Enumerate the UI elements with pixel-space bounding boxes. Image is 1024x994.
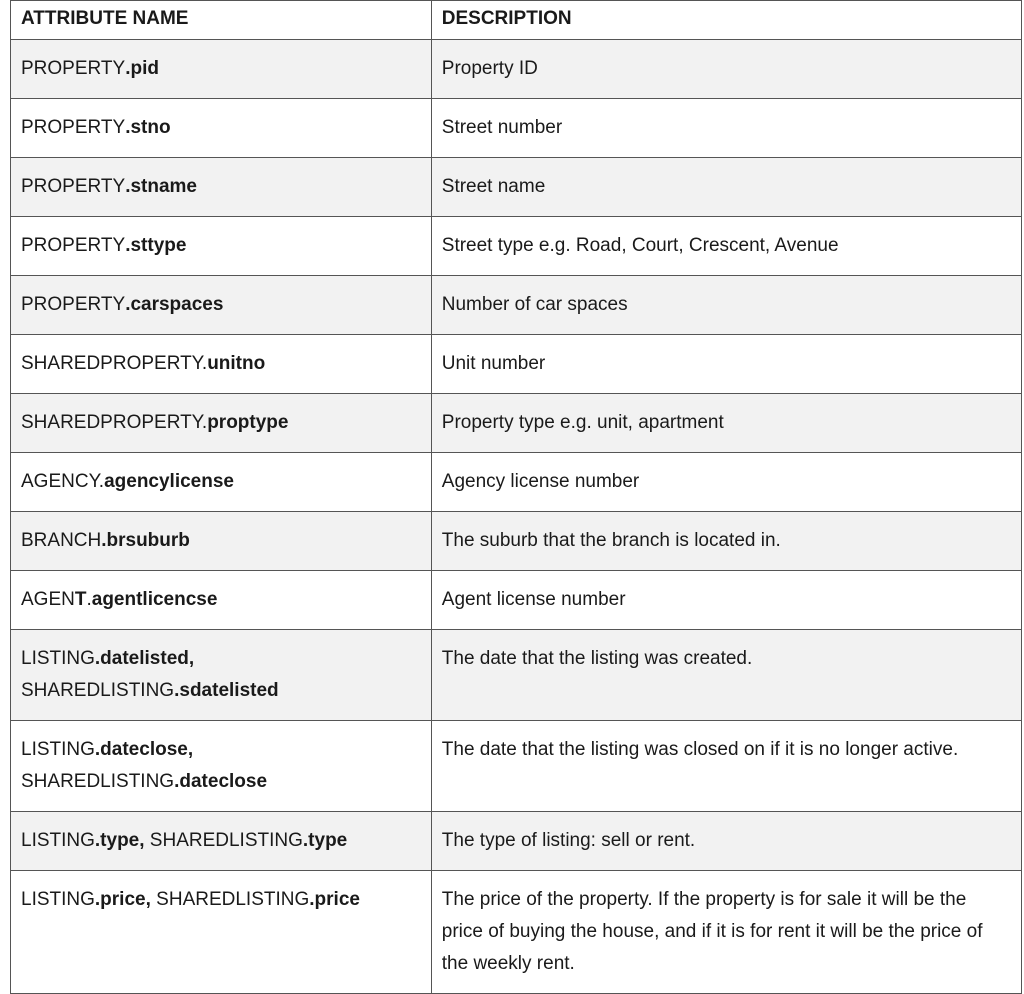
- attribute-name-cell: [11, 276, 432, 335]
- attribute-entity-part: PROPERTY: [21, 235, 126, 256]
- attribute-entity-part: SHAREDLISTING: [21, 771, 175, 792]
- attribute-field-part: .datelisted,: [94, 648, 195, 669]
- attribute-field-part: .sdatelisted: [174, 680, 279, 701]
- table-row: [11, 158, 1022, 217]
- table-row: [11, 99, 1022, 158]
- description-cell: Street number: [431, 99, 1021, 158]
- attribute-field-part: .sttype: [125, 235, 187, 256]
- table-row: [11, 453, 1022, 512]
- table-row: [11, 871, 1022, 994]
- description-cell: Property ID: [431, 40, 1021, 99]
- attribute-name-cell: [11, 571, 432, 630]
- attribute-name-cell: [11, 335, 432, 394]
- attribute-entity-part: SHAREDLISTING: [144, 830, 303, 851]
- attribute-field-part: agencylicense: [104, 471, 234, 492]
- description-cell: Unit number: [431, 335, 1021, 394]
- attribute-field-part: .type,: [94, 830, 145, 851]
- attribute-field-part: proptype: [207, 412, 289, 433]
- description-cell: The price of the property. If the property is for sale it will be the price of buying the house, and if it is for rent it will be the price of the weekly rent.: [431, 871, 1021, 994]
- attribute-field-part: .dateclose,: [94, 739, 194, 760]
- attribute-name-cell: [11, 453, 432, 512]
- attribute-field-part: .price,: [94, 889, 151, 910]
- attribute-table: [10, 0, 1022, 994]
- attribute-entity-part: LISTING: [21, 648, 95, 669]
- attribute-name-cell: [11, 394, 432, 453]
- table-row: [11, 571, 1022, 630]
- attribute-entity-part: .: [86, 589, 92, 610]
- attribute-entity-part: PROPERTY: [21, 58, 126, 79]
- attribute-field-part: T: [74, 589, 87, 610]
- table-row: [11, 721, 1022, 812]
- description-cell: Agency license number: [431, 453, 1021, 512]
- description-cell: Property type e.g. unit, apartment: [431, 394, 1021, 453]
- attribute-name-cell: [11, 812, 432, 871]
- attribute-field-part: .dateclose: [174, 771, 268, 792]
- attribute-entity-part: PROPERTY: [21, 117, 126, 138]
- description-cell: The type of listing: sell or rent.: [431, 812, 1021, 871]
- attribute-name-cell: [11, 217, 432, 276]
- table-body: [11, 40, 1022, 994]
- attribute-field-part: unitno: [207, 353, 266, 374]
- description-cell: Street type e.g. Road, Court, Crescent, Avenue: [431, 217, 1021, 276]
- attribute-field-part: .price: [309, 889, 360, 910]
- table-row: [11, 335, 1022, 394]
- description-cell: The date that the listing was closed on if it is no longer active.: [431, 721, 1021, 812]
- table-row: [11, 630, 1022, 721]
- attribute-entity-part: LISTING: [21, 889, 95, 910]
- table-row: [11, 276, 1022, 335]
- attribute-name-cell: [11, 721, 432, 812]
- table-row: [11, 394, 1022, 453]
- description-cell: Number of car spaces: [431, 276, 1021, 335]
- description-cell: Street name: [431, 158, 1021, 217]
- attribute-name-cell: [11, 99, 432, 158]
- attribute-entity-part: LISTING: [21, 739, 95, 760]
- attribute-field-part: .type: [302, 830, 348, 851]
- attribute-field-part: agentlicencse: [91, 589, 218, 610]
- attribute-field-part: .carspaces: [125, 294, 224, 315]
- attribute-entity-part: SHAREDLISTING: [21, 680, 175, 701]
- attribute-field-part: .brsuburb: [101, 530, 190, 551]
- attribute-name-cell: [11, 512, 432, 571]
- table-row: [11, 812, 1022, 871]
- attribute-entity-part: AGENCY.: [21, 471, 105, 492]
- attribute-entity-part: AGEN: [21, 589, 75, 610]
- attribute-field-part: .stno: [125, 117, 171, 138]
- table-row: [11, 40, 1022, 99]
- table-header-row: [11, 1, 1022, 40]
- attribute-name-cell: [11, 158, 432, 217]
- attribute-name-cell: [11, 630, 432, 721]
- attribute-entity-part: PROPERTY: [21, 176, 126, 197]
- attribute-entity-part: SHAREDPROPERTY.: [21, 412, 208, 433]
- attribute-field-part: .stname: [125, 176, 197, 197]
- attribute-field-part: .pid: [125, 58, 159, 79]
- attribute-name-cell: [11, 871, 432, 994]
- attribute-entity-part: SHAREDLISTING: [150, 889, 310, 910]
- attribute-name-header: ATTRIBUTE NAME: [11, 1, 432, 40]
- description-cell: The suburb that the branch is located in.: [431, 512, 1021, 571]
- attribute-entity-part: SHAREDPROPERTY.: [21, 353, 208, 374]
- attribute-name-cell: [11, 40, 432, 99]
- attribute-entity-part: BRANCH: [21, 530, 102, 551]
- attribute-entity-part: PROPERTY: [21, 294, 126, 315]
- table-row: [11, 217, 1022, 276]
- description-cell: Agent license number: [431, 571, 1021, 630]
- table-row: [11, 512, 1022, 571]
- description-header: DESCRIPTION: [431, 1, 1021, 40]
- description-cell: The date that the listing was created.: [431, 630, 1021, 721]
- attribute-entity-part: LISTING: [21, 830, 95, 851]
